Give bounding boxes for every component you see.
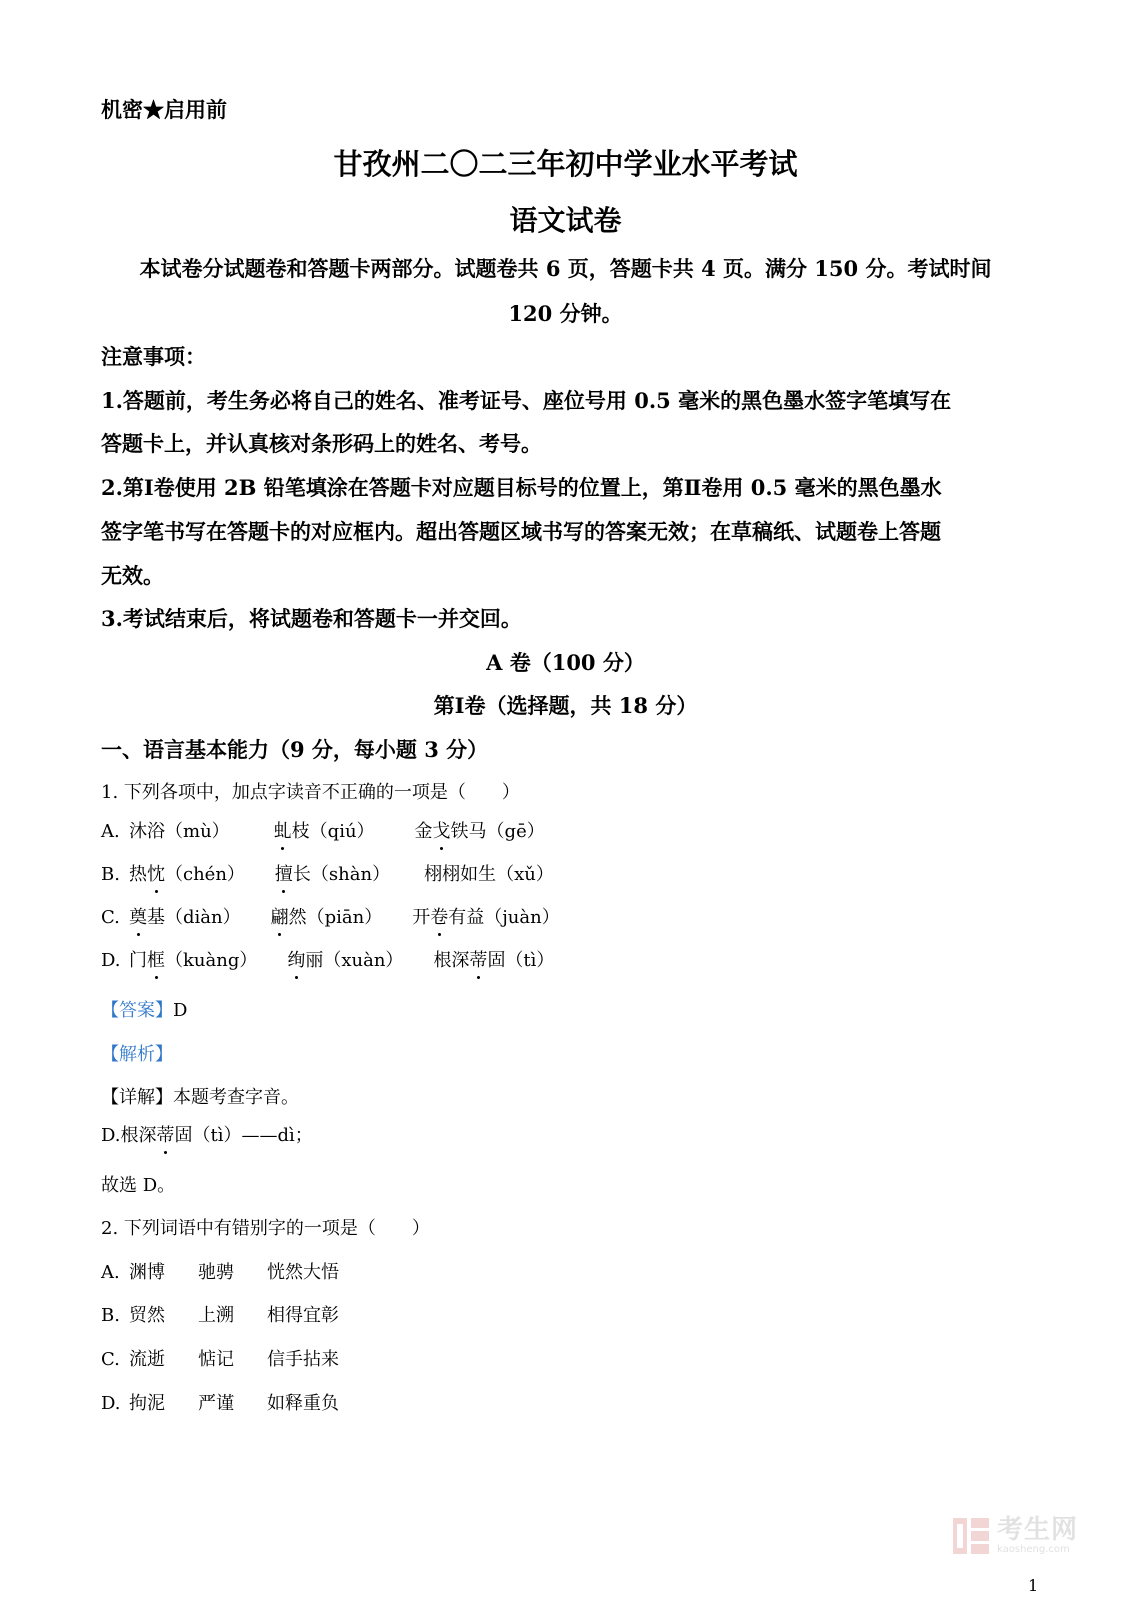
q1-conclusion: 故选 D。 xyxy=(101,1175,176,1196)
note-1-line-1: 1.答题前，考生务必将自己的姓名、准考证号、座位号用 0.5 毫米的黑色墨水签字笔填写在 xyxy=(101,388,952,413)
page-number: 1 xyxy=(1028,1576,1039,1595)
confidential-label: 机密★启用前 xyxy=(101,97,227,122)
kaosheng-watermark xyxy=(951,1512,1101,1560)
q2-option-c: C. 流逝 惦记 信手拈来 xyxy=(101,1349,339,1370)
question-1-stem: 1. 下列各项中，加点字读音不正确的一项是（ ） xyxy=(101,782,520,803)
option-label: D. xyxy=(101,1393,121,1414)
q1-answer xyxy=(101,996,187,1022)
dotted-char: 奠 xyxy=(129,903,147,929)
note-2-line-3: 无效。 xyxy=(101,563,164,588)
intro-line-2: 120 分钟。 xyxy=(508,301,623,326)
q1-option-c: C. 奠基（diàn） 翩然（piān） 开卷有益（juàn） xyxy=(101,903,560,929)
note-2-line-2: 签字笔书写在答题卡的对应框内。超出答题区域书写的答案无效；在草稿纸、试题卷上答题 xyxy=(101,519,941,544)
dotted-char: 绚 xyxy=(287,946,305,972)
dotted-char: 忱 xyxy=(147,860,165,886)
dotted-char: 戈 xyxy=(433,817,451,843)
kaosheng-logo-icon xyxy=(951,1516,991,1556)
option-label: C. xyxy=(101,907,120,928)
q1-analysis-tag: 【解析】 xyxy=(101,1044,173,1065)
q1-option-a: A. 沐浴（mù） 虬枝（qiú） 金戈铁马（gē） xyxy=(101,817,545,843)
q2-option-d: D. 拘泥 严谨 如释重负 xyxy=(101,1393,339,1414)
watermark-url: kaosheng.com xyxy=(997,1544,1070,1555)
detail-tag: 【详解】 xyxy=(101,1087,173,1108)
dotted-char: 蒂 xyxy=(469,946,487,972)
note-2-line-1: 2.第Ⅰ卷使用 2B 铅笔填涂在答题卡对应题目标号的位置上，第Ⅱ卷用 0.5 毫米的黑色墨水 xyxy=(101,475,942,500)
part-1-heading: 第Ⅰ卷（选择题，共 18 分） xyxy=(433,693,698,718)
q1-detail: 【详解】本题考查字音。 xyxy=(101,1087,299,1108)
dotted-char: 卷 xyxy=(430,903,448,929)
note-1-line-2: 答题卡上，并认真核对条形码上的姓名、考号。 xyxy=(101,431,542,456)
dotted-char: 虬 xyxy=(274,817,292,843)
intro-line-1: 本试卷分试题卷和答题卡两部分。试题卷共 6 页，答题卡共 4 页。满分 150 分。考试时间 xyxy=(139,256,992,281)
notes-heading: 注意事项： xyxy=(101,344,206,369)
option-label: C. xyxy=(101,1349,120,1370)
option-label: B. xyxy=(101,864,120,885)
dotted-char: 框 xyxy=(147,946,165,972)
q1-option-b: B. 热忱（chén） 擅长（shàn） 栩栩如生（xǔ） xyxy=(101,860,554,886)
question-2-stem: 2. 下列词语中有错别字的一项是（ ） xyxy=(101,1218,430,1239)
watermark-text: 考生网 xyxy=(997,1515,1079,1545)
note-3: 3.考试结束后，将试题卷和答题卡一并交回。 xyxy=(101,606,522,631)
dotted-char: 蒂 xyxy=(157,1121,175,1147)
option-label: A. xyxy=(101,821,120,842)
section-1-heading: 一、语言基本能力（9 分，每小题 3 分） xyxy=(101,737,489,762)
exam-subtitle: 语文试卷 xyxy=(509,204,622,237)
option-label: A. xyxy=(101,1262,120,1283)
dotted-char: 翩 xyxy=(271,903,289,929)
answer-value: D xyxy=(173,1000,188,1021)
option-label: D. xyxy=(101,950,121,971)
dotted-char: 擅 xyxy=(275,860,293,886)
q2-option-b: B. 贸然 上溯 相得宜彰 xyxy=(101,1305,339,1326)
volume-a-heading: A 卷（100 分） xyxy=(486,650,645,675)
answer-tag: 【答案】 xyxy=(101,1000,173,1021)
q1-option-d: D. 门框（kuàng） 绚丽（xuàn） 根深蒂固（tì） xyxy=(101,946,554,972)
q1-detail-line-2: D.根深蒂固（tì）——dì； xyxy=(101,1121,313,1147)
option-label: B. xyxy=(101,1305,120,1326)
q2-option-a: A. 渊博 驰骋 恍然大悟 xyxy=(101,1262,339,1283)
exam-title: 甘孜州二〇二三年初中学业水平考试 xyxy=(333,147,798,181)
